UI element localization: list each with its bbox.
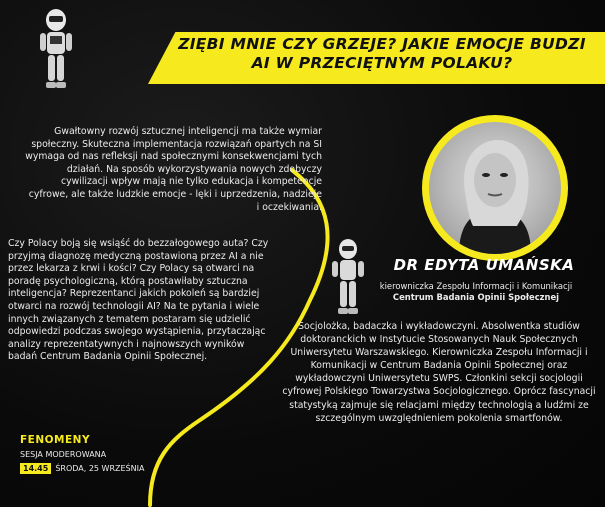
- speaker-position: kierowniczka Zespołu Informacji i Komunikacji: [379, 281, 573, 291]
- page-title: [168, 35, 596, 73]
- questions-paragraph: Czy Polacy boją się wsiąść do bezzałogowego auta? Czy przyjmą diagnozę medyczną postawioną przez AI a nie przez lekarza z krwi i kości? Czy Polacy są otwarci na poradę psychologiczną, którą postawiłaby sztuczna inteligencja? Reprezentanci jakich pokoleń są bardziej otwarci na rozwój technologii AI? Na te pytania i wiele innych związanych z tematem postaram się udzielić odpowiedzi podczas swojego wystąpienia, przytaczając analizy reprezentatywnych i najnowszych wyników badań Centrum Badania Opinii Społecznej.: [8, 238, 269, 363]
- session-type: SESJA MODEROWANA: [20, 450, 107, 459]
- session-date: ŚRODA, 25 WRZEŚNIA: [55, 464, 145, 473]
- title-line-1: ZIĘBI MNIE CZY GRZEJE? JAKIE EMOCJE BUDZI: [178, 35, 586, 53]
- speaker-bio: Socjolożka, badaczka i wykładowczyni. Absolwentka studiów doktoranckich w Instytucie Stosowanych Nauk Społecznych Uniwersytetu Warszawskiego. Kierowniczka Zespołu Informacji i Komunikacji w Centrum Badania Opinii Społecznej oraz wykładowczyni Uniwersytetu SWPS. Członkini sekcji socjologii cyfrowej Polskiego Towarzystwa Socjologicznego. Oprócz fascynacji statystyką zajmuje się relacjami między technologią a ludźmi ze szczególnym uwzględnieniem pokolenia smartfonów.: [282, 321, 596, 424]
- session-when: [20, 463, 160, 474]
- series-name: FENOMENY: [20, 434, 91, 446]
- session-time: 14.45: [20, 463, 51, 474]
- intro-paragraph: Gwałtowny rozwój sztucznej inteligencji ma także wymiar społeczny. Skuteczna implementacja rozwiązań opartych na SI wymaga od nas refleksji nad społecznymi konsekwencjami tych działań. Na sposób wykorzystywania nowych zdobyczy cywilizacji wpływ mają nie tylko edukacja i kompetencje cyfrowe, ale także ludzkie emocje - lęki i uprzedzenia, nadzieje i oczekiwania.: [25, 126, 322, 213]
- robot-icon: [328, 238, 368, 320]
- session-info: [20, 434, 160, 504]
- speaker-portrait: [422, 115, 568, 261]
- speaker-organization: Centrum Badania Opinii Społecznej: [392, 292, 560, 302]
- speaker-name: DR EDYTA UMAŃSKA: [393, 256, 575, 274]
- speaker-role: [356, 281, 596, 303]
- robot-icon: [36, 6, 76, 94]
- portrait-photo: [429, 122, 561, 254]
- person-silhouette-icon: [429, 122, 561, 254]
- title-line-2: AI W PRZECIĘTNYM POLAKU?: [251, 54, 513, 72]
